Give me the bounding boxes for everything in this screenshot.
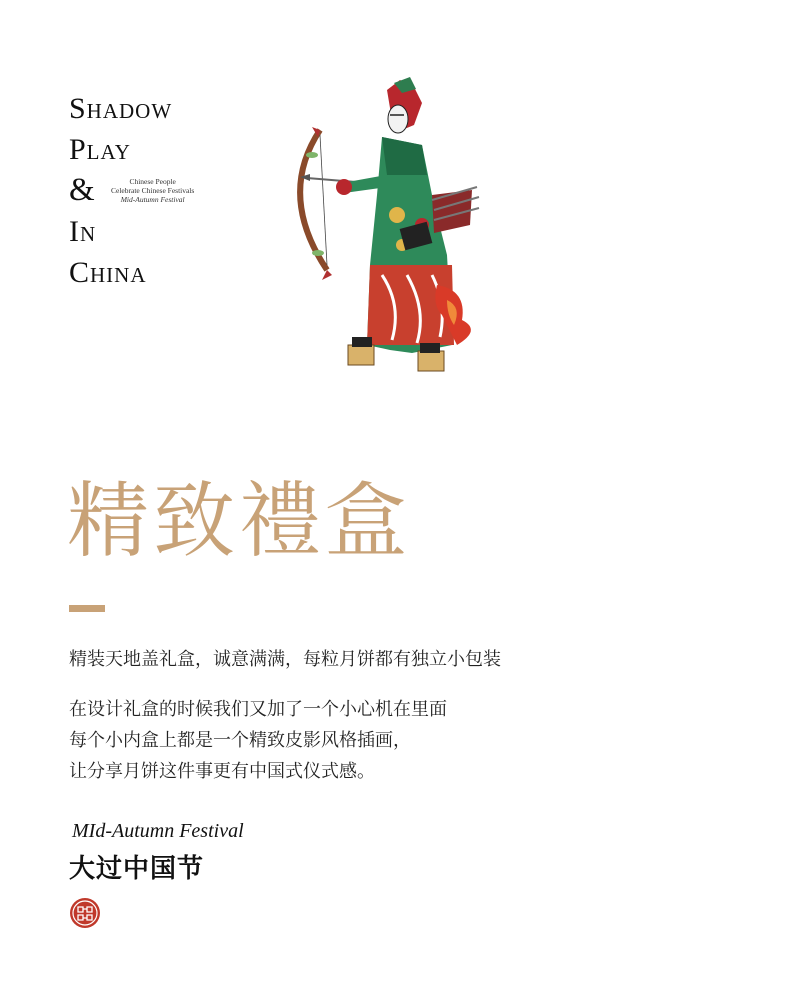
description-line-2: 每个小内盒上都是一个精致皮影风格插画， [69, 730, 411, 750]
description-line-3: 让分享月饼这件事更有中国式仪式感。 [69, 761, 375, 781]
shadow-play-title [69, 88, 194, 293]
main-heading: 精致禮盒 [67, 474, 412, 569]
subnote-3: Mid-Autumn Festival [120, 195, 185, 204]
shadow-puppet-archer-illustration [282, 75, 482, 380]
description-paragraph-1: 精装天地盖礼盒，诚意满满，每粒月饼都有独立小包装 [69, 649, 501, 669]
title-amp-row [69, 170, 194, 211]
description-paragraph-2 [69, 694, 447, 787]
accent-divider [69, 605, 105, 612]
title-subnotes [111, 177, 194, 204]
description-line-1: 在设计礼盒的时候我们又加了一个小心机在里面 [69, 699, 447, 719]
title-line-in: In [69, 215, 97, 248]
title-ampersand: & [69, 172, 95, 208]
subnote-2: Celebrate Chinese Festivals [111, 186, 195, 195]
festival-chinese-title: 大过中国节 [69, 854, 205, 884]
subnote-1: Chinese People [129, 177, 176, 186]
title-line-china: China [69, 256, 147, 289]
festival-english-title: MId-Autumn Festival [72, 820, 244, 842]
seal-icon [69, 897, 101, 929]
title-line-shadow: Shadow [69, 92, 173, 125]
title-line-play: Play [69, 133, 131, 166]
